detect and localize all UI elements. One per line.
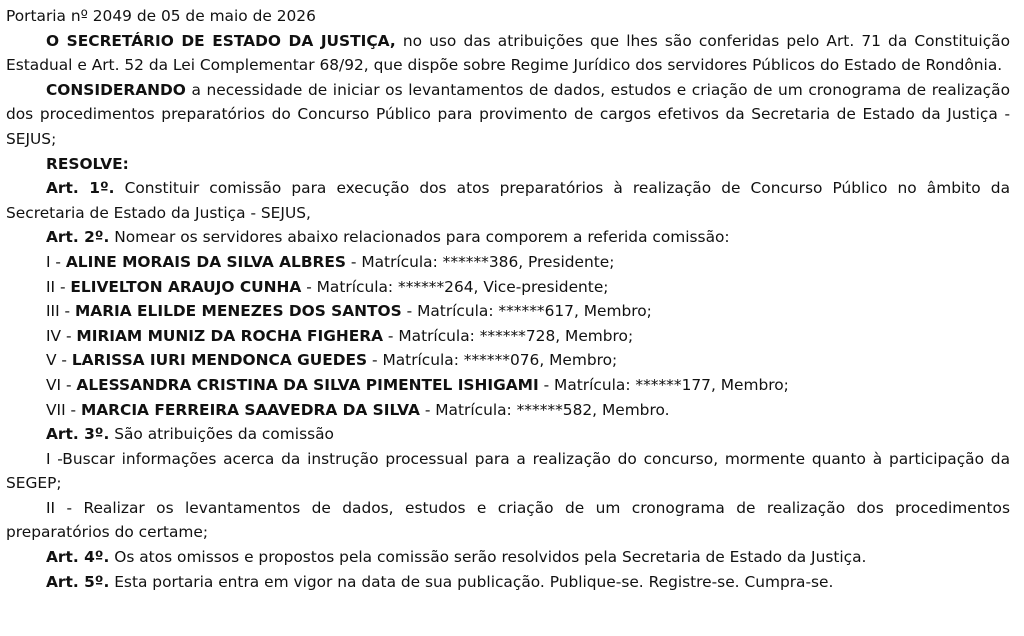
article-1-text: Constituir comissão para execução dos atos preparatórios à realização de Concurso Público no âmbito da Secretaria de Estado da Justiça - SEJUS,	[6, 179, 1010, 222]
preamble-text: no uso das atribuições que lhes são conferidas pelo Art. 71 da Constituição Estadual e Art. 52 da Lei Complementar 68/92, que dispõe sobre Regime Jurídico dos servidores Públicos do Estado de Rondônia.	[6, 31, 1010, 75]
article-3	[6, 422, 1010, 447]
member-item: IV - MIRIAM MUNIZ DA ROCHA FIGHERA - Matrícula: ******728, Membro;	[46, 326, 634, 345]
article-3-label: Art. 3º.	[46, 425, 110, 444]
article-4-text: Os atos omissos e propostos pela comissão serão resolvidos pela Secretaria de Estado da Justiça.	[109, 548, 867, 567]
document-header: Portaria nº 2049 de 05 de maio de 2026	[6, 7, 316, 25]
article-2	[6, 225, 1010, 250]
article-1	[6, 176, 1010, 225]
preamble-paragraph	[6, 29, 1010, 78]
article-4	[6, 545, 1010, 570]
article-5-text: Esta portaria entra em vigor na data de sua publicação. Publique-se. Registre-se. Cumpra-se.	[109, 572, 834, 591]
considerando-paragraph	[6, 78, 1010, 152]
member-item: I - ALINE MORAIS DA SILVA ALBRES - Matrícula: ******386, Presidente;	[46, 252, 615, 271]
article-4-label: Art. 4º.	[46, 548, 110, 567]
article-3-text: São atribuições da comissão	[109, 425, 334, 444]
article-1-label: Art. 1º.	[46, 179, 115, 198]
authority-title: O SECRETÁRIO DE ESTADO DA JUSTIÇA,	[46, 31, 396, 50]
article-5-label: Art. 5º.	[46, 572, 110, 591]
member-name: ELIVELTON ARAUJO CUNHA	[70, 277, 302, 296]
article-5	[6, 570, 1010, 595]
member-name: MARIA ELILDE MENEZES DOS SANTOS	[74, 302, 402, 321]
member-name: LARISSA IURI MENDONCA GUEDES	[71, 351, 368, 370]
considerando-label: CONSIDERANDO	[46, 80, 186, 99]
member-item: VII - MARCIA FERREIRA SAAVEDRA DA SILVA - Matrícula: ******582, Membro.	[46, 400, 670, 419]
member-name: MARCIA FERREIRA SAAVEDRA DA SILVA	[80, 400, 420, 419]
article-3-item: I -Buscar informações acerca da instrução processual para a realização do concurso, mormente quanto à participação da SEGEP;	[6, 449, 1010, 493]
article-2-text: Nomear os servidores abaixo relacionados para comporem a referida comissão:	[109, 228, 730, 247]
member-name: MIRIAM MUNIZ DA ROCHA FIGHERA	[76, 326, 384, 345]
considerando-text: a necessidade de iniciar os levantamentos de dados, estudos e criação de um cronograma de realização dos procedimentos preparatórios do Concurso Público para provimento de cargos efetivos da Secretaria de Estado da Justiça - SEJUS;	[6, 80, 1010, 148]
article-3-item: II - Realizar os levantamentos de dados, estudos e criação de um cronograma de realização dos procedimentos preparatórios do certame;	[6, 498, 1010, 542]
member-item: II - ELIVELTON ARAUJO CUNHA - Matrícula: ******264, Vice-presidente;	[46, 277, 609, 296]
article-2-label: Art. 2º.	[46, 228, 110, 247]
member-name: ALINE MORAIS DA SILVA ALBRES	[65, 252, 346, 271]
member-item: III - MARIA ELILDE MENEZES DOS SANTOS - Matrícula: ******617, Membro;	[46, 302, 652, 321]
member-name: ALESSANDRA CRISTINA DA SILVA PIMENTEL ISHIGAMI	[76, 375, 539, 394]
member-item: VI - ALESSANDRA CRISTINA DA SILVA PIMENTEL ISHIGAMI - Matrícula: ******177, Membro;	[46, 375, 789, 394]
member-item: V - LARISSA IURI MENDONCA GUEDES - Matrícula: ******076, Membro;	[46, 351, 618, 370]
resolve-heading: RESOLVE:	[46, 154, 129, 173]
